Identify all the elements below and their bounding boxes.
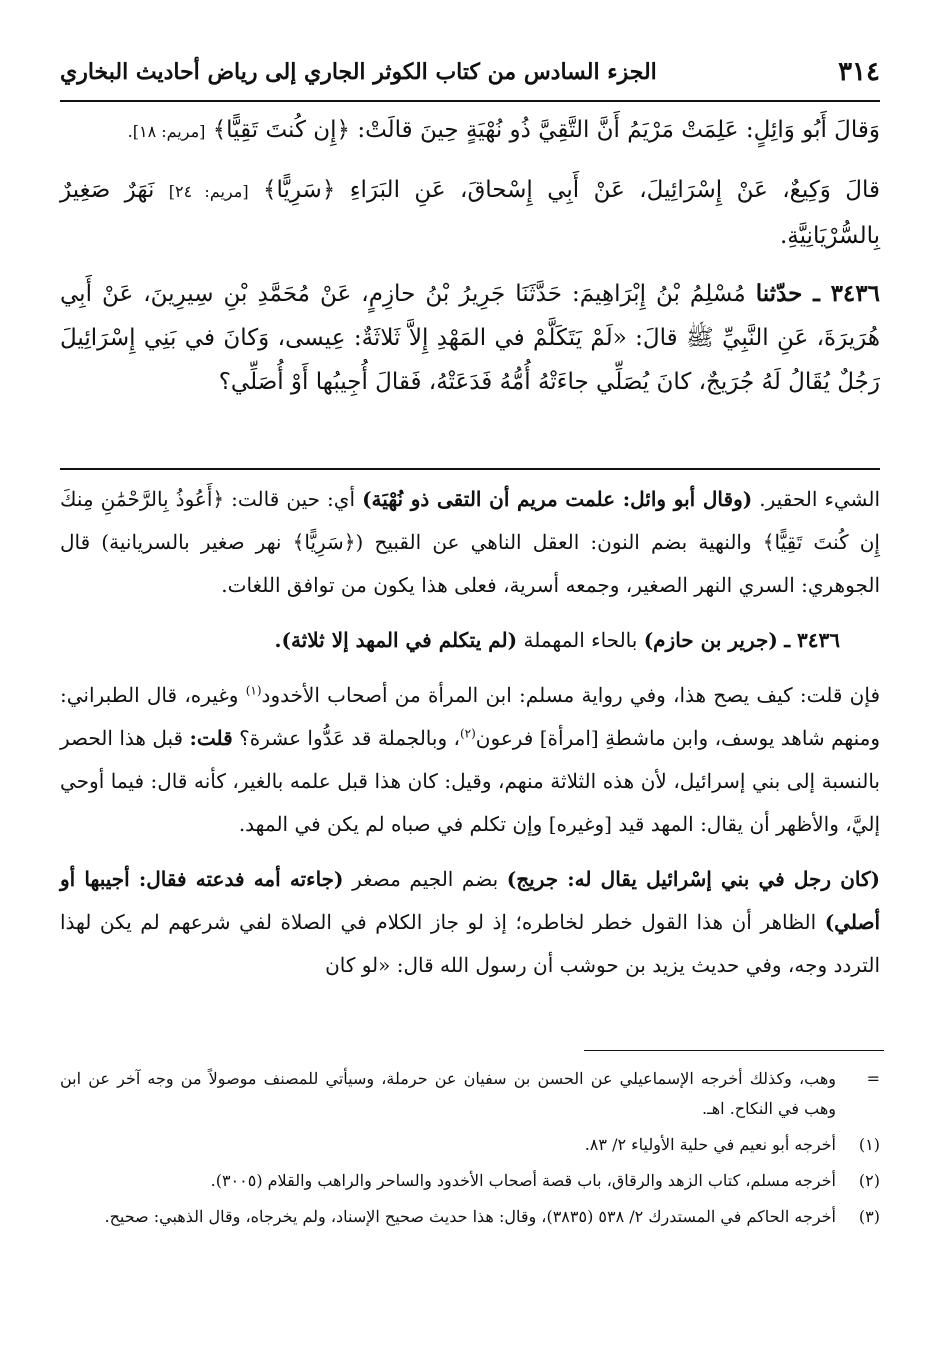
- page-number: ٣١٤: [838, 57, 880, 87]
- footnote-text: أخرجه أبو نعيم في حلية الأولياء ٢/ ٨٣.: [584, 1135, 836, 1154]
- hadith-paragraph: [60, 108, 880, 154]
- footnote-text: أخرجه الحاكم في المستدرك ٢/ ٥٣٨ (٣٨٣٥)، وقال: هذا حديث صحيح الإسناد، ولم يخرجاه، وقال الذهبي: صحيح.: [104, 1207, 836, 1226]
- footnote: [60, 1064, 880, 1124]
- commentary-paragraph: [60, 619, 880, 662]
- section-divider: [60, 468, 880, 470]
- commentary-text: ، وبالجملة قد عَدُّوا عشرة؟: [239, 726, 460, 750]
- footnote: [60, 1130, 880, 1160]
- footnote-ref: (٢): [459, 726, 476, 741]
- commentary-lemma: قلت:: [189, 726, 233, 750]
- commentary-text: بضم الجيم مصغر: [352, 867, 499, 891]
- hadith-paragraph: [60, 168, 880, 258]
- footnote-mark: =: [866, 1069, 880, 1088]
- footnote: [60, 1202, 880, 1232]
- hadith-sentence: نَهَرٌ صَغِيرٌ بِالسُّرْيَانِيَّةِ.: [60, 177, 880, 249]
- commentary-text: بالحاء المهملة: [523, 628, 638, 652]
- commentary-text: الشيء الحقير.: [759, 487, 881, 511]
- footnote-text: وهب، وكذلك أخرجه الإسماعيلي عن الحسن بن سفيان عن حرملة، وسيأتي للمصنف موصولاً من وجه آخر عن ابن وهب في النكاح. اهـ.: [60, 1069, 836, 1118]
- commentary-lemma: (جاءته أمه فدعته فقال: أجيبها أو أصلي): [60, 867, 881, 934]
- commentary-paragraph: [60, 478, 880, 607]
- hadith-text-block: [60, 108, 880, 418]
- header-rule: [60, 100, 880, 102]
- hadith-sentence: وَقالَ أَبُو وَائِلٍ: عَلِمَتْ مَرْيَمُ أَنَّ التَّقِيَّ ذُو نُهْيَةٍ حِينَ قالَتْ: ﴿إِن كُنتَ تَقِيًّا﴾: [212, 117, 880, 143]
- commentary-lemma: (وقال أبو وائل: علمت مريم أن التقى ذو نُهْيَة): [362, 487, 753, 511]
- commentary-lemma: (كان رجل في بني إسْرائيل يقال له: جريج): [506, 867, 881, 891]
- quran-reference: [مريم: ١٨].: [127, 122, 206, 141]
- footnote-text: أخرجه مسلم، كتاب الزهد والرقاق، باب قصة أصحاب الأخدود والساحر والراهب والقلام (٣٠٠٥).: [210, 1171, 836, 1190]
- commentary-lemma: (لم يتكلم في المهد إلا ثلاثة).: [274, 628, 518, 652]
- commentary-block: [60, 478, 880, 999]
- hadith-number: ٣٤٣٦ ـ: [784, 628, 840, 652]
- footnote-ref: (١): [245, 683, 262, 698]
- commentary-text: وغيره، قال الطبراني: ومنهم شاهد يوسف، وابن ماشطةِ [امرأة] فرعون: [60, 683, 881, 750]
- hadith-sentence: مُسْلِمُ بْنُ إِبْرَاهِيمَ: حَدَّثَنَا جَرِيرُ بْنُ حازِمٍ، عَنْ مُحَمَّدِ بْنِ سِيرِينَ، عَنْ أَبِي هُرَيرَةَ، عَنِ النَّبِيِّ ﷺ قالَ: «لَمْ يَتَكَلَّمْ في المَهْدِ إِلاَّ ثَلاثَةٌ: عِيسى، وَكانَ في بَنِي إِسْرَائِيلَ رَجُلٌ يُقَالُ لَهُ جُرَيجٌ، كانَ يُصَلِّي جاءَتْهُ أُمُّهُ فَدَعَتْهُ، فَقالَ أُجِيبُها أَوْ أُصَلِّي؟: [60, 281, 880, 395]
- commentary-paragraph: [60, 674, 880, 846]
- running-title: الجزء السادس من كتاب الكوثر الجاري إلى رياض أحاديث البخاري: [60, 59, 657, 85]
- commentary-lemma: (جرير بن حازم): [643, 628, 778, 652]
- footnote-mark: (٣): [858, 1207, 880, 1226]
- footnote-mark: (٢): [858, 1171, 880, 1190]
- commentary-paragraph: [60, 858, 880, 987]
- commentary-text: الظاهر أن هذا القول خطر لخاطره؛ إذ لو جاز الكلام في الصلاة لفي شرعهم لم يكن لهذا التردد وجه، وفي حديث يزيد بن حوشب أن رسول الله قال: «لو كان: [60, 910, 880, 977]
- hadith-paragraph: [60, 272, 880, 404]
- footnote: [60, 1166, 880, 1196]
- commentary-text: قبل هذا الحصر بالنسبة إلى بني إسرائيل، لأن هذه الثلاثة منهم، وقيل: كان هذا قبل علمه بالغير، كأنه قال: فيما أوحي إليَّ، والأظهر أن يقال: المهد قيد [وغيره] وإن تكلم في صباه لم يكن في المهد.: [60, 726, 880, 836]
- hadith-number: ٣٤٣٦ ـ حدّثنا: [755, 280, 880, 307]
- hadith-sentence: قالَ وَكِيعٌ، عَنْ إِسْرَائِيلَ، عَنْ أَبِي إِسْحاقَ، عَنِ البَرَاءِ ﴿سَرِيًّا﴾: [262, 177, 881, 203]
- footnotes: [60, 1064, 880, 1238]
- quran-reference: [مريم: ٢٤]: [168, 182, 249, 201]
- footnote-mark: (١): [858, 1135, 880, 1154]
- footnote-rule: [584, 1050, 884, 1051]
- page-header: [60, 52, 880, 92]
- commentary-text: فإن قلت: كيف يصح هذا، وفي رواية مسلم: ابن المرأة من أصحاب الأخدود: [261, 683, 881, 707]
- commentary-text: أي: حين قالت: ﴿أَعُوذُ بِالرَّحْمَٰنِ مِنكَ إِن كُنتَ تَقِيًّا﴾ والنهية بضم النون: العقل الناهي عن القبيح (﴿سَرِيًّا﴾ نهر صغير بالسريانية) قال الجوهري: السري النهر الصغير، وجمعه أسرية، فعلى هذا يكون من توافق اللغات.: [60, 487, 880, 597]
